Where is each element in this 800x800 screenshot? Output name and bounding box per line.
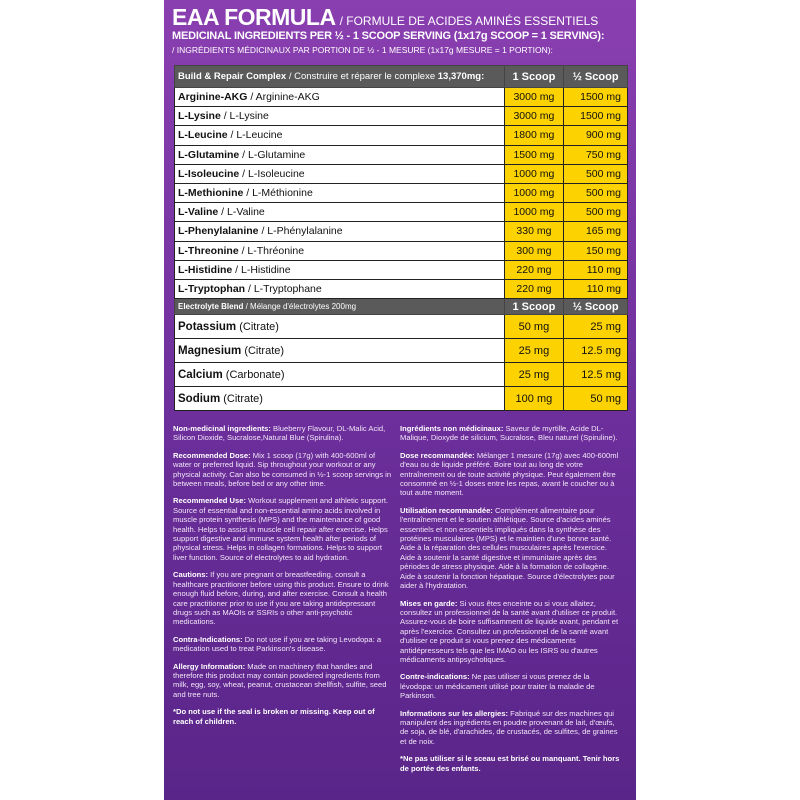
amount-value: 1000 mg	[513, 206, 555, 219]
ingredient-name-fr: / L-Isoleucine	[239, 167, 305, 180]
ingredient-name-en: Calcium	[178, 368, 223, 381]
blend-name: Build & Repair Complex	[178, 71, 287, 82]
amount-value: 1000 mg	[513, 187, 555, 200]
info-paragraph	[173, 424, 395, 443]
amount-half-scoop	[564, 363, 628, 387]
amount-1-scoop	[504, 203, 564, 222]
info-heading: Mises en garde:	[400, 598, 458, 608]
ingredient-name-fr: / Arginine-AKG	[247, 91, 320, 104]
info-text: If you are pregnant or breastfeeding, consult a healthcare practitioner before using this product. Ensure to drink enough fluid before, during, and after exercise. Consult a health care practitioner prior to use if you are taking antidepressant drugs such as MAOIs or SSRIs o other anti-psychotic medications.	[173, 570, 389, 627]
amount-value: 220 mg	[516, 282, 552, 295]
info-text: Workout supplement and athletic support. Source of essential and non-essential amino acids involved in muscle protein synthesis (MPS) and the maintenance of good health. Helps to assist in muscle cell repair after exercise. Helps support digestive and immune system health after periods of physical stress. Helps in collagen formations. Helps to support liver function. Source of electrolytes to aid hydration.	[173, 496, 389, 562]
info-text: Ne pas utiliser si vous prenez de la lévodopa: un médicament utilisé pour traiter la maladie de Parkinson.	[400, 672, 595, 701]
amount-1-scoop	[504, 222, 564, 241]
info-paragraph	[400, 672, 622, 700]
ingredient-name-fr: / L-Méthionine	[243, 187, 313, 200]
amount-value: 1000 mg	[513, 167, 555, 180]
info-heading: Dose recommandée:	[400, 450, 475, 460]
info-heading: Recommended Dose:	[173, 450, 251, 460]
ingredient-name-fr: (Carbonate)	[222, 368, 285, 381]
ingredient-name	[175, 107, 505, 126]
amount-1-scoop	[504, 387, 564, 411]
amount-half-scoop	[564, 164, 628, 183]
ingredient-name	[175, 339, 505, 363]
info-paragraph	[400, 506, 622, 591]
info-heading: Allergy Information:	[173, 661, 246, 671]
amount-half-scoop	[564, 203, 628, 222]
info-paragraph	[173, 496, 395, 562]
ingredient-name-en: Magnesium	[178, 344, 242, 357]
amount-value: 110 mg	[586, 263, 621, 276]
ingredient-row	[175, 88, 628, 107]
ingredient-name	[175, 222, 505, 241]
info-paragraph	[400, 424, 622, 443]
ingredient-name	[175, 279, 505, 298]
amount-value: 25 mg	[590, 320, 621, 333]
col-label: ½ Scoop	[572, 70, 619, 83]
info-heading: Contre-indications:	[400, 672, 470, 682]
info-heading: Contra-Indications:	[173, 634, 243, 644]
amount-1-scoop	[504, 164, 564, 183]
amount-value: 50 mg	[590, 392, 621, 405]
blend-label	[175, 299, 505, 315]
col-label: 1 Scoop	[512, 70, 556, 83]
info-text: Fabriqué sur des machines qui manipulent des ingrédients en poudre provenant de lait, d'œufs, de soja, de blé, d'arachides, de crustacés, de sulfites, de graines et de noix.	[400, 708, 618, 746]
ingredient-row	[175, 203, 628, 222]
info-paragraph	[400, 599, 622, 665]
amount-1-scoop	[504, 183, 564, 202]
serving-heading-en: MEDICINAL INGREDIENTS PER ½ - 1 SCOOP SERVING (1x17g SCOOP = 1 SERVING):	[172, 30, 605, 42]
amount-value: 1500 mg	[513, 148, 555, 161]
ingredient-name-en: L-Valine	[178, 206, 219, 219]
info-heading: *Ne pas utiliser si le sceau est brisé ou manquant. Tenir hors de portée des enfants.	[400, 754, 620, 773]
info-paragraph	[173, 570, 395, 626]
serving-heading-fr: / INGRÉDIENTS MÉDICINAUX PAR PORTION DE ½ - 1 MESURE (1x17g MESURE = 1 PORTION):	[172, 45, 553, 55]
blend-name: Electrolyte Blend	[178, 302, 244, 312]
ingredient-name-fr: (Citrate)	[236, 320, 279, 333]
amount-1-scoop	[504, 339, 564, 363]
amount-half-scoop	[564, 315, 628, 339]
amount-1-scoop	[504, 363, 564, 387]
info-heading: Cautions:	[173, 570, 209, 580]
info-heading: Informations sur les allergies:	[400, 708, 509, 718]
info-heading: Recommended Use:	[173, 496, 247, 506]
info-text: Mix 1 scoop (17g) with 400-600ml of water or preferred liquid. Sip throughout your workout or any physical activity. Can also be consumed in ½-1 scoop servings in between meals, before bed or any other time.	[173, 450, 392, 489]
ingredient-name	[175, 145, 505, 164]
ingredient-row	[175, 260, 628, 279]
info-paragraph	[173, 635, 395, 654]
blend-name-fr: / Mélange d'électrolytes 200mg	[243, 302, 357, 312]
ingredient-name	[175, 241, 505, 260]
ingredient-name	[175, 88, 505, 107]
ingredient-name-fr: / L-Leucine	[227, 129, 283, 142]
ingredient-row	[175, 241, 628, 260]
info-paragraph	[173, 451, 395, 489]
info-text: Made on machinery that handles and therefore this product may contain powdered ingredients from milk, egg, soy, wheat, peanut, crustacean shellfish, sulfite, seed and tree nuts.	[173, 661, 387, 699]
amount-value: 500 mg	[585, 206, 621, 219]
amount-half-scoop	[564, 260, 628, 279]
amount-1-scoop	[504, 126, 564, 145]
amount-value: 3000 mg	[513, 91, 555, 104]
ingredient-name	[175, 315, 505, 339]
amount-value: 50 mg	[518, 320, 550, 333]
amount-half-scoop	[564, 88, 628, 107]
ingredient-name-en: Sodium	[178, 392, 221, 405]
info-text: Blueberry Flavour, DL-Malic Acid, Silicon Dioxide, Sucralose,Natural Blue (Spirulina).	[173, 424, 386, 443]
info-text: Complément alimentaire pour l'entraînement et le soutien athlétique. Source d'acides aminés essentiels et non essentiels impliqués dans la synthèse des protéines musculaires (MPS) et le maintien d'une bonne santé. Aide à la réparation des cellules musculaires après l'exercice. Aide à soutenir la santé digestive et immunitaire après des périodes de stress physique. Aide à la formation de collagène. Aide à soutenir la fonction hépatique. Source d'électrolytes pour aider à l'hydratation.	[400, 505, 615, 591]
info-heading: Ingrédients non médicinaux:	[400, 424, 504, 433]
amount-value: 110 mg	[586, 282, 621, 295]
ingredient-name-fr: / L-Phénylalanine	[258, 225, 343, 238]
amount-value: 900 mg	[585, 129, 621, 142]
blend-label	[175, 66, 505, 88]
amount-1-scoop	[504, 315, 564, 339]
amount-value: 12.5 mg	[581, 344, 621, 357]
label-panel	[164, 0, 636, 800]
ingredient-row	[175, 339, 628, 363]
ingredient-row	[175, 363, 628, 387]
ingredient-name	[175, 203, 505, 222]
ingredients-table	[174, 65, 628, 411]
amount-value: 220 mg	[516, 263, 552, 276]
ingredient-name-en: L-Methionine	[178, 187, 244, 200]
ingredient-name	[175, 260, 505, 279]
ingredient-row	[175, 164, 628, 183]
amount-1-scoop	[504, 241, 564, 260]
amount-half-scoop	[564, 126, 628, 145]
amount-value: 500 mg	[585, 167, 621, 180]
info-paragraph	[400, 754, 622, 773]
ingredient-row	[175, 387, 628, 411]
ingredient-row	[175, 183, 628, 202]
amount-value: 12.5 mg	[581, 368, 621, 381]
ingredient-name-fr: / L-Tryptophane	[245, 282, 322, 295]
ingredient-name	[175, 126, 505, 145]
info-paragraph	[173, 662, 395, 700]
col-label: 1 Scoop	[512, 300, 556, 313]
amount-value: 25 mg	[518, 368, 550, 381]
amount-half-scoop	[564, 107, 628, 126]
ingredient-row	[175, 222, 628, 241]
amount-value: 1500 mg	[580, 91, 621, 104]
amount-value: 1500 mg	[580, 110, 621, 123]
amount-value: 100 mg	[515, 392, 553, 405]
ingredient-name-fr: / L-Thréonine	[238, 244, 305, 257]
amount-value: 330 mg	[516, 225, 552, 238]
product-title-fr: / FORMULE DE ACIDES AMINÉS ESSENTIELS	[339, 14, 599, 28]
amount-value: 25 mg	[518, 344, 550, 357]
ingredient-row	[175, 279, 628, 298]
info-heading: Utilisation recommandée:	[400, 505, 493, 515]
ingredient-name	[175, 183, 505, 202]
blend-header	[175, 299, 628, 315]
amount-half-scoop	[564, 183, 628, 202]
english-info-column	[173, 424, 395, 734]
info-paragraph	[400, 451, 622, 498]
title-row	[172, 4, 632, 31]
amount-value: 165 mg	[585, 225, 621, 238]
amount-1-scoop	[504, 260, 564, 279]
ingredient-row	[175, 145, 628, 164]
ingredient-name-en: L-Isoleucine	[178, 167, 240, 180]
ingredient-name-fr: / L-Valine	[218, 206, 265, 219]
ingredient-row	[175, 126, 628, 145]
amount-value: 500 mg	[585, 187, 621, 200]
amount-value: 3000 mg	[513, 110, 555, 123]
col-header-half-scoop	[564, 66, 628, 88]
info-heading: Non-medicinal ingredients:	[173, 424, 271, 433]
amount-value: 750 mg	[585, 148, 621, 161]
ingredient-name-en: L-Tryptophan	[178, 282, 246, 295]
ingredient-name-fr: / L-Glutamine	[239, 148, 306, 161]
info-heading: *Do not use if the seal is broken or missing. Keep out of reach of children.	[173, 707, 375, 726]
product-title: EAA FORMULA	[172, 4, 336, 30]
ingredient-name-en: L-Leucine	[178, 129, 228, 142]
amount-value: 1800 mg	[513, 129, 555, 142]
amount-value: 150 mg	[585, 244, 621, 257]
info-paragraph	[400, 709, 622, 747]
amount-1-scoop	[504, 145, 564, 164]
col-label: ½ Scoop	[572, 300, 619, 313]
amount-half-scoop	[564, 241, 628, 260]
col-header-1-scoop	[504, 66, 564, 88]
amount-half-scoop	[564, 222, 628, 241]
info-text: Mélanger 1 mesure (17g) avec 400-600ml d'eau ou de liquide préféré. Boire tout au long de votre entraînement ou de toute activité physique. Peut également être consommé en ½-1 doses entre les repas, avant le coucher ou à tout autre moment.	[400, 450, 619, 498]
ingredient-name-en: L-Phenylalanine	[178, 225, 259, 238]
amount-value: 300 mg	[516, 244, 552, 257]
ingredient-name-en: L-Lysine	[178, 110, 221, 123]
info-text: Do not use if you are taking Levodopa: a medication used to treat Parkinson's disease.	[173, 634, 382, 654]
ingredient-name-en: Arginine-AKG	[178, 91, 248, 104]
ingredient-name-en: L-Threonine	[178, 244, 239, 257]
info-paragraph	[173, 707, 395, 726]
amount-half-scoop	[564, 279, 628, 298]
blend-amount: 13,370mg:	[435, 71, 485, 82]
amount-half-scoop	[564, 145, 628, 164]
ingredient-row	[175, 315, 628, 339]
amount-half-scoop	[564, 339, 628, 363]
info-text: Saveur de myrtille, Acide DL-Malique, Dioxyde de silicium, Sucralose, Bleu naturel (Spiruline).	[400, 424, 618, 443]
ingredient-name	[175, 387, 505, 411]
ingredient-name	[175, 363, 505, 387]
ingredient-name-fr: / L-Histidine	[232, 263, 291, 276]
blend-name-fr: / Construire et réparer le complexe	[286, 71, 436, 82]
ingredient-name-en: Potassium	[178, 320, 237, 333]
french-info-column	[400, 424, 622, 781]
amount-1-scoop	[504, 107, 564, 126]
amount-half-scoop	[564, 387, 628, 411]
blend-header	[175, 66, 628, 88]
ingredient-name-en: L-Histidine	[178, 263, 233, 276]
col-header-1-scoop	[504, 299, 564, 315]
info-text: Si vous êtes enceinte ou si vous allaitez, consultez un professionnel de la santé avant d'utiliser ce produit. Assurez-vous de boire suffisamment de liquide avant, pendant et après l'exercice. Consultez un professionnel de la santé avant d'utiliser ce produit si vous prenez des médicaments antidépresseurs tels que les IMAO ou les ISRS ou d'autres médicaments antipsychotiques.	[400, 598, 619, 664]
amount-1-scoop	[504, 279, 564, 298]
ingredient-row	[175, 107, 628, 126]
ingredient-name-en: L-Glutamine	[178, 148, 240, 161]
col-header-half-scoop	[564, 299, 628, 315]
amount-1-scoop	[504, 88, 564, 107]
ingredient-name-fr: / L-Lysine	[220, 110, 269, 123]
ingredient-name-fr: (Citrate)	[241, 344, 285, 357]
ingredient-name-fr: (Citrate)	[220, 392, 263, 405]
ingredient-name	[175, 164, 505, 183]
